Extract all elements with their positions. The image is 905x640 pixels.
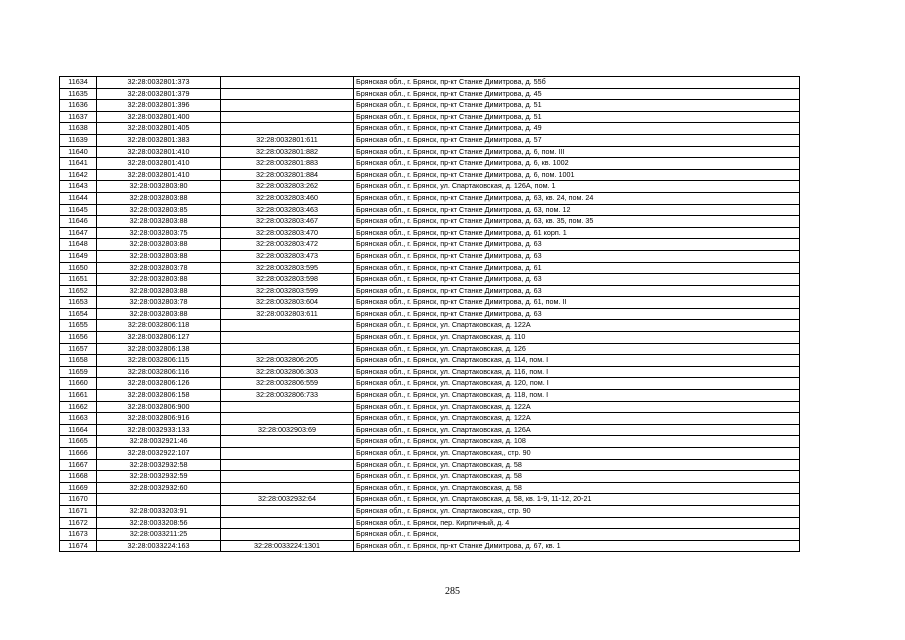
address-cell: Брянская обл., г. Брянск, ул. Спартаковская, д. 108 xyxy=(354,436,800,448)
row-number-cell: 11636 xyxy=(60,100,97,112)
address-cell: Брянская обл., г. Брянск, ул. Спартаковская, д. 122А xyxy=(354,320,800,332)
related-cadastral-number-cell xyxy=(221,100,354,112)
address-cell: Брянская обл., г. Брянск, xyxy=(354,529,800,541)
related-cadastral-number-cell: 32:28:0032803:472 xyxy=(221,239,354,251)
cadastral-number-cell: 32:28:0032803:78 xyxy=(97,262,221,274)
related-cadastral-number-cell xyxy=(221,505,354,517)
related-cadastral-number-cell xyxy=(221,517,354,529)
address-cell: Брянская обл., г. Брянск, пр-кт Станке Димитрова, д. 63, пом. 12 xyxy=(354,204,800,216)
related-cadastral-number-cell: 32:28:0032803:463 xyxy=(221,204,354,216)
table-row xyxy=(60,366,800,378)
related-cadastral-number-cell: 32:28:0032803:611 xyxy=(221,308,354,320)
related-cadastral-number-cell: 32:28:0032806:303 xyxy=(221,366,354,378)
cadastral-number-cell: 32:28:0032921:46 xyxy=(97,436,221,448)
address-cell: Брянская обл., г. Брянск, ул. Спартаковская, д. 58, кв. 1-9, 11-12, 20-21 xyxy=(354,494,800,506)
row-number-cell: 11640 xyxy=(60,146,97,158)
cadastral-number-cell: 32:28:0033224:163 xyxy=(97,540,221,552)
row-number-cell: 11660 xyxy=(60,378,97,390)
related-cadastral-number-cell xyxy=(221,111,354,123)
row-number-cell: 11674 xyxy=(60,540,97,552)
table-row xyxy=(60,227,800,239)
address-cell: Брянская обл., г. Брянск, пр-кт Станке Димитрова, д. 6, пом. III xyxy=(354,146,800,158)
related-cadastral-number-cell: 32:28:0032803:460 xyxy=(221,192,354,204)
cadastral-number-cell: 32:28:0032801:410 xyxy=(97,146,221,158)
related-cadastral-number-cell xyxy=(221,123,354,135)
cadastral-number-cell: 32:28:0032806:138 xyxy=(97,343,221,355)
cadastral-number-cell: 32:28:0032933:133 xyxy=(97,424,221,436)
address-cell: Брянская обл., г. Брянск, пр-кт Станке Димитрова, д. 6, кв. 1002 xyxy=(354,158,800,170)
row-number-cell: 11655 xyxy=(60,320,97,332)
address-cell: Брянская обл., г. Брянск, пр-кт Станке Димитрова, д. 45 xyxy=(354,88,800,100)
table-row xyxy=(60,146,800,158)
related-cadastral-number-cell: 32:28:0032801:611 xyxy=(221,134,354,146)
address-cell: Брянская обл., г. Брянск, пр-кт Станке Димитрова, д. 63 xyxy=(354,285,800,297)
address-cell: Брянская обл., г. Брянск, пр-кт Станке Димитрова, д. 61 xyxy=(354,262,800,274)
related-cadastral-number-cell: 32:28:0032806:733 xyxy=(221,390,354,402)
related-cadastral-number-cell: 32:28:0032801:883 xyxy=(221,158,354,170)
table-row xyxy=(60,111,800,123)
table-row xyxy=(60,134,800,146)
cadastral-number-cell: 32:28:0032932:60 xyxy=(97,482,221,494)
table-row xyxy=(60,424,800,436)
row-number-cell: 11656 xyxy=(60,332,97,344)
cadastral-number-cell: 32:28:0032803:78 xyxy=(97,297,221,309)
row-number-cell: 11671 xyxy=(60,505,97,517)
address-cell: Брянская обл., г. Брянск, ул. Спартаковская, д. 58 xyxy=(354,459,800,471)
row-number-cell: 11673 xyxy=(60,529,97,541)
related-cadastral-number-cell xyxy=(221,77,354,89)
cadastral-number-cell: 32:28:0032922:107 xyxy=(97,448,221,460)
table-row xyxy=(60,378,800,390)
row-number-cell: 11643 xyxy=(60,181,97,193)
cadastral-number-cell: 32:28:0032803:88 xyxy=(97,216,221,228)
address-cell: Брянская обл., г. Брянск, пр-кт Станке Димитрова, д. 6, пом. 1001 xyxy=(354,169,800,181)
address-cell: Брянская обл., г. Брянск, пр-кт Станке Димитрова, д. 63, кв. 35, пом. 35 xyxy=(354,216,800,228)
address-cell: Брянская обл., г. Брянск, пр-кт Станке Димитрова, д. 63 xyxy=(354,239,800,251)
cadastral-number-cell: 32:28:0032803:85 xyxy=(97,204,221,216)
address-cell: Брянская обл., г. Брянск, пр-кт Станке Димитрова, д. 63, кв. 24, пом. 24 xyxy=(354,192,800,204)
related-cadastral-number-cell: 32:28:0032803:262 xyxy=(221,181,354,193)
table-row xyxy=(60,239,800,251)
address-cell: Брянская обл., г. Брянск, ул. Спартаковская, д. 110 xyxy=(354,332,800,344)
address-cell: Брянская обл., г. Брянск, ул. Спартаковская, д. 122А xyxy=(354,401,800,413)
table-row xyxy=(60,320,800,332)
table-row xyxy=(60,436,800,448)
address-cell: Брянская обл., г. Брянск, ул. Спартаковская, д. 126А xyxy=(354,424,800,436)
address-cell: Брянская обл., г. Брянск, пр-кт Станке Димитрова, д. 55б xyxy=(354,77,800,89)
table-row xyxy=(60,262,800,274)
related-cadastral-number-cell xyxy=(221,436,354,448)
table-row xyxy=(60,297,800,309)
row-number-cell: 11641 xyxy=(60,158,97,170)
table-row xyxy=(60,250,800,262)
row-number-cell: 11639 xyxy=(60,134,97,146)
table-row xyxy=(60,482,800,494)
related-cadastral-number-cell: 32:28:0032806:559 xyxy=(221,378,354,390)
address-cell: Брянская обл., г. Брянск, пр-кт Станке Димитрова, д. 63 xyxy=(354,250,800,262)
table-row xyxy=(60,77,800,89)
row-number-cell: 11658 xyxy=(60,355,97,367)
address-cell: Брянская обл., г. Брянск, ул. Спартаковская, д. 126А, пом. 1 xyxy=(354,181,800,193)
related-cadastral-number-cell: 32:28:0032903:69 xyxy=(221,424,354,436)
table-row xyxy=(60,100,800,112)
page-number: 285 xyxy=(445,586,460,597)
related-cadastral-number-cell xyxy=(221,401,354,413)
row-number-cell: 11634 xyxy=(60,77,97,89)
cadastral-number-cell: 32:28:0032806:916 xyxy=(97,413,221,425)
row-number-cell: 11642 xyxy=(60,169,97,181)
cadastral-number-cell: 32:28:0032801:379 xyxy=(97,88,221,100)
address-cell: Брянская обл., г. Брянск, ул. Спартаковская, д. 120, пом. I xyxy=(354,378,800,390)
related-cadastral-number-cell: 32:28:0032803:467 xyxy=(221,216,354,228)
address-cell: Брянская обл., г. Брянск, пр-кт Станке Димитрова, д. 49 xyxy=(354,123,800,135)
cadastral-number-cell: 32:28:0032801:410 xyxy=(97,158,221,170)
address-cell: Брянская обл., г. Брянск, ул. Спартаковская, д. 114, пом. I xyxy=(354,355,800,367)
cadastral-number-cell: 32:28:0032932:59 xyxy=(97,471,221,483)
table-row xyxy=(60,494,800,506)
row-number-cell: 11665 xyxy=(60,436,97,448)
cadastral-number-cell: 32:28:0032803:88 xyxy=(97,285,221,297)
address-cell: Брянская обл., г. Брянск, пр-кт Станке Димитрова, д. 63 xyxy=(354,274,800,286)
row-number-cell: 11670 xyxy=(60,494,97,506)
row-number-cell: 11653 xyxy=(60,297,97,309)
cadastral-number-cell: 32:28:0032806:900 xyxy=(97,401,221,413)
registry-table-body xyxy=(60,77,800,552)
address-cell: Брянская обл., г. Брянск, ул. Спартаковская, д. 118, пом. I xyxy=(354,390,800,402)
related-cadastral-number-cell: 32:28:0032801:884 xyxy=(221,169,354,181)
cadastral-number-cell: 32:28:0032801:410 xyxy=(97,169,221,181)
row-number-cell: 11644 xyxy=(60,192,97,204)
row-number-cell: 11662 xyxy=(60,401,97,413)
registry-table xyxy=(59,76,800,552)
cadastral-number-cell: 32:28:0033208:56 xyxy=(97,517,221,529)
related-cadastral-number-cell: 32:28:0032803:599 xyxy=(221,285,354,297)
related-cadastral-number-cell xyxy=(221,471,354,483)
related-cadastral-number-cell: 32:28:0032803:470 xyxy=(221,227,354,239)
table-row xyxy=(60,169,800,181)
address-cell: Брянская обл., г. Брянск, пр-кт Станке Димитрова, д. 61, пом. II xyxy=(354,297,800,309)
row-number-cell: 11649 xyxy=(60,250,97,262)
cadastral-number-cell xyxy=(97,494,221,506)
related-cadastral-number-cell xyxy=(221,332,354,344)
cadastral-number-cell: 32:28:0032806:127 xyxy=(97,332,221,344)
table-row xyxy=(60,181,800,193)
table-row xyxy=(60,204,800,216)
table-row xyxy=(60,158,800,170)
cadastral-number-cell: 32:28:0032803:88 xyxy=(97,192,221,204)
address-cell: Брянская обл., г. Брянск, пр-кт Станке Димитрова, д. 51 xyxy=(354,100,800,112)
cadastral-number-cell: 32:28:0032806:115 xyxy=(97,355,221,367)
table-row xyxy=(60,308,800,320)
address-cell: Брянская обл., г. Брянск, пр-кт Станке Димитрова, д. 63 xyxy=(354,308,800,320)
address-cell: Брянская обл., г. Брянск, пер. Кирпичный, д. 4 xyxy=(354,517,800,529)
table-row xyxy=(60,355,800,367)
related-cadastral-number-cell: 32:28:0033224:1301 xyxy=(221,540,354,552)
row-number-cell: 11651 xyxy=(60,274,97,286)
table-row xyxy=(60,88,800,100)
related-cadastral-number-cell xyxy=(221,413,354,425)
cadastral-number-cell: 32:28:0032803:75 xyxy=(97,227,221,239)
cadastral-number-cell: 32:28:0032801:396 xyxy=(97,100,221,112)
address-cell: Брянская обл., г. Брянск, ул. Спартаковская,, стр. 90 xyxy=(354,448,800,460)
cadastral-number-cell: 32:28:0033203:91 xyxy=(97,505,221,517)
row-number-cell: 11654 xyxy=(60,308,97,320)
cadastral-number-cell: 32:28:0032806:116 xyxy=(97,366,221,378)
table-row xyxy=(60,401,800,413)
row-number-cell: 11647 xyxy=(60,227,97,239)
cadastral-number-cell: 32:28:0032803:88 xyxy=(97,239,221,251)
address-cell: Брянская обл., г. Брянск, ул. Спартаковская, д. 58 xyxy=(354,471,800,483)
table-row xyxy=(60,390,800,402)
address-cell: Брянская обл., г. Брянск, ул. Спартаковская, д. 122А xyxy=(354,413,800,425)
table-row xyxy=(60,343,800,355)
row-number-cell: 11645 xyxy=(60,204,97,216)
table-row xyxy=(60,459,800,471)
table-row xyxy=(60,540,800,552)
related-cadastral-number-cell xyxy=(221,482,354,494)
address-cell: Брянская обл., г. Брянск, ул. Спартаковская, д. 126 xyxy=(354,343,800,355)
related-cadastral-number-cell: 32:28:0032801:882 xyxy=(221,146,354,158)
row-number-cell: 11666 xyxy=(60,448,97,460)
related-cadastral-number-cell xyxy=(221,320,354,332)
table-row xyxy=(60,123,800,135)
row-number-cell: 11652 xyxy=(60,285,97,297)
table-row xyxy=(60,517,800,529)
row-number-cell: 11664 xyxy=(60,424,97,436)
table-row xyxy=(60,448,800,460)
table-row xyxy=(60,332,800,344)
related-cadastral-number-cell xyxy=(221,459,354,471)
related-cadastral-number-cell: 32:28:0032803:604 xyxy=(221,297,354,309)
table-row xyxy=(60,471,800,483)
address-cell: Брянская обл., г. Брянск, ул. Спартаковская, д. 116, пом. I xyxy=(354,366,800,378)
row-number-cell: 11663 xyxy=(60,413,97,425)
cadastral-number-cell: 32:28:0032801:400 xyxy=(97,111,221,123)
address-cell: Брянская обл., г. Брянск, ул. Спартаковская,, стр. 90 xyxy=(354,505,800,517)
row-number-cell: 11672 xyxy=(60,517,97,529)
cadastral-number-cell: 32:28:0032801:383 xyxy=(97,134,221,146)
cadastral-number-cell: 32:28:0032803:88 xyxy=(97,250,221,262)
table-row xyxy=(60,216,800,228)
related-cadastral-number-cell xyxy=(221,448,354,460)
related-cadastral-number-cell: 32:28:0032803:595 xyxy=(221,262,354,274)
row-number-cell: 11646 xyxy=(60,216,97,228)
table-row xyxy=(60,505,800,517)
address-cell: Брянская обл., г. Брянск, пр-кт Станке Димитрова, д. 67, кв. 1 xyxy=(354,540,800,552)
table-row xyxy=(60,529,800,541)
cadastral-number-cell: 32:28:0033211:25 xyxy=(97,529,221,541)
related-cadastral-number-cell xyxy=(221,529,354,541)
address-cell: Брянская обл., г. Брянск, пр-кт Станке Димитрова, д. 57 xyxy=(354,134,800,146)
related-cadastral-number-cell: 32:28:0032803:473 xyxy=(221,250,354,262)
cadastral-number-cell: 32:28:0032803:88 xyxy=(97,308,221,320)
cadastral-number-cell: 32:28:0032801:373 xyxy=(97,77,221,89)
row-number-cell: 11648 xyxy=(60,239,97,251)
related-cadastral-number-cell: 32:28:0032806:205 xyxy=(221,355,354,367)
row-number-cell: 11668 xyxy=(60,471,97,483)
row-number-cell: 11657 xyxy=(60,343,97,355)
row-number-cell: 11638 xyxy=(60,123,97,135)
cadastral-number-cell: 32:28:0032932:58 xyxy=(97,459,221,471)
address-cell: Брянская обл., г. Брянск, пр-кт Станке Димитрова, д. 51 xyxy=(354,111,800,123)
cadastral-number-cell: 32:28:0032806:158 xyxy=(97,390,221,402)
row-number-cell: 11659 xyxy=(60,366,97,378)
table-row xyxy=(60,274,800,286)
cadastral-number-cell: 32:28:0032806:118 xyxy=(97,320,221,332)
cadastral-number-cell: 32:28:0032803:88 xyxy=(97,274,221,286)
related-cadastral-number-cell xyxy=(221,88,354,100)
related-cadastral-number-cell xyxy=(221,343,354,355)
cadastral-number-cell: 32:28:0032801:405 xyxy=(97,123,221,135)
related-cadastral-number-cell: 32:28:0032932:64 xyxy=(221,494,354,506)
row-number-cell: 11650 xyxy=(60,262,97,274)
row-number-cell: 11661 xyxy=(60,390,97,402)
cadastral-number-cell: 32:28:0032803:80 xyxy=(97,181,221,193)
address-cell: Брянская обл., г. Брянск, ул. Спартаковская, д. 58 xyxy=(354,482,800,494)
row-number-cell: 11669 xyxy=(60,482,97,494)
row-number-cell: 11667 xyxy=(60,459,97,471)
address-cell: Брянская обл., г. Брянск, пр-кт Станке Димитрова, д. 61 корп. 1 xyxy=(354,227,800,239)
table-row xyxy=(60,192,800,204)
table-row xyxy=(60,413,800,425)
cadastral-number-cell: 32:28:0032806:126 xyxy=(97,378,221,390)
row-number-cell: 11637 xyxy=(60,111,97,123)
row-number-cell: 11635 xyxy=(60,88,97,100)
table-row xyxy=(60,285,800,297)
related-cadastral-number-cell: 32:28:0032803:598 xyxy=(221,274,354,286)
